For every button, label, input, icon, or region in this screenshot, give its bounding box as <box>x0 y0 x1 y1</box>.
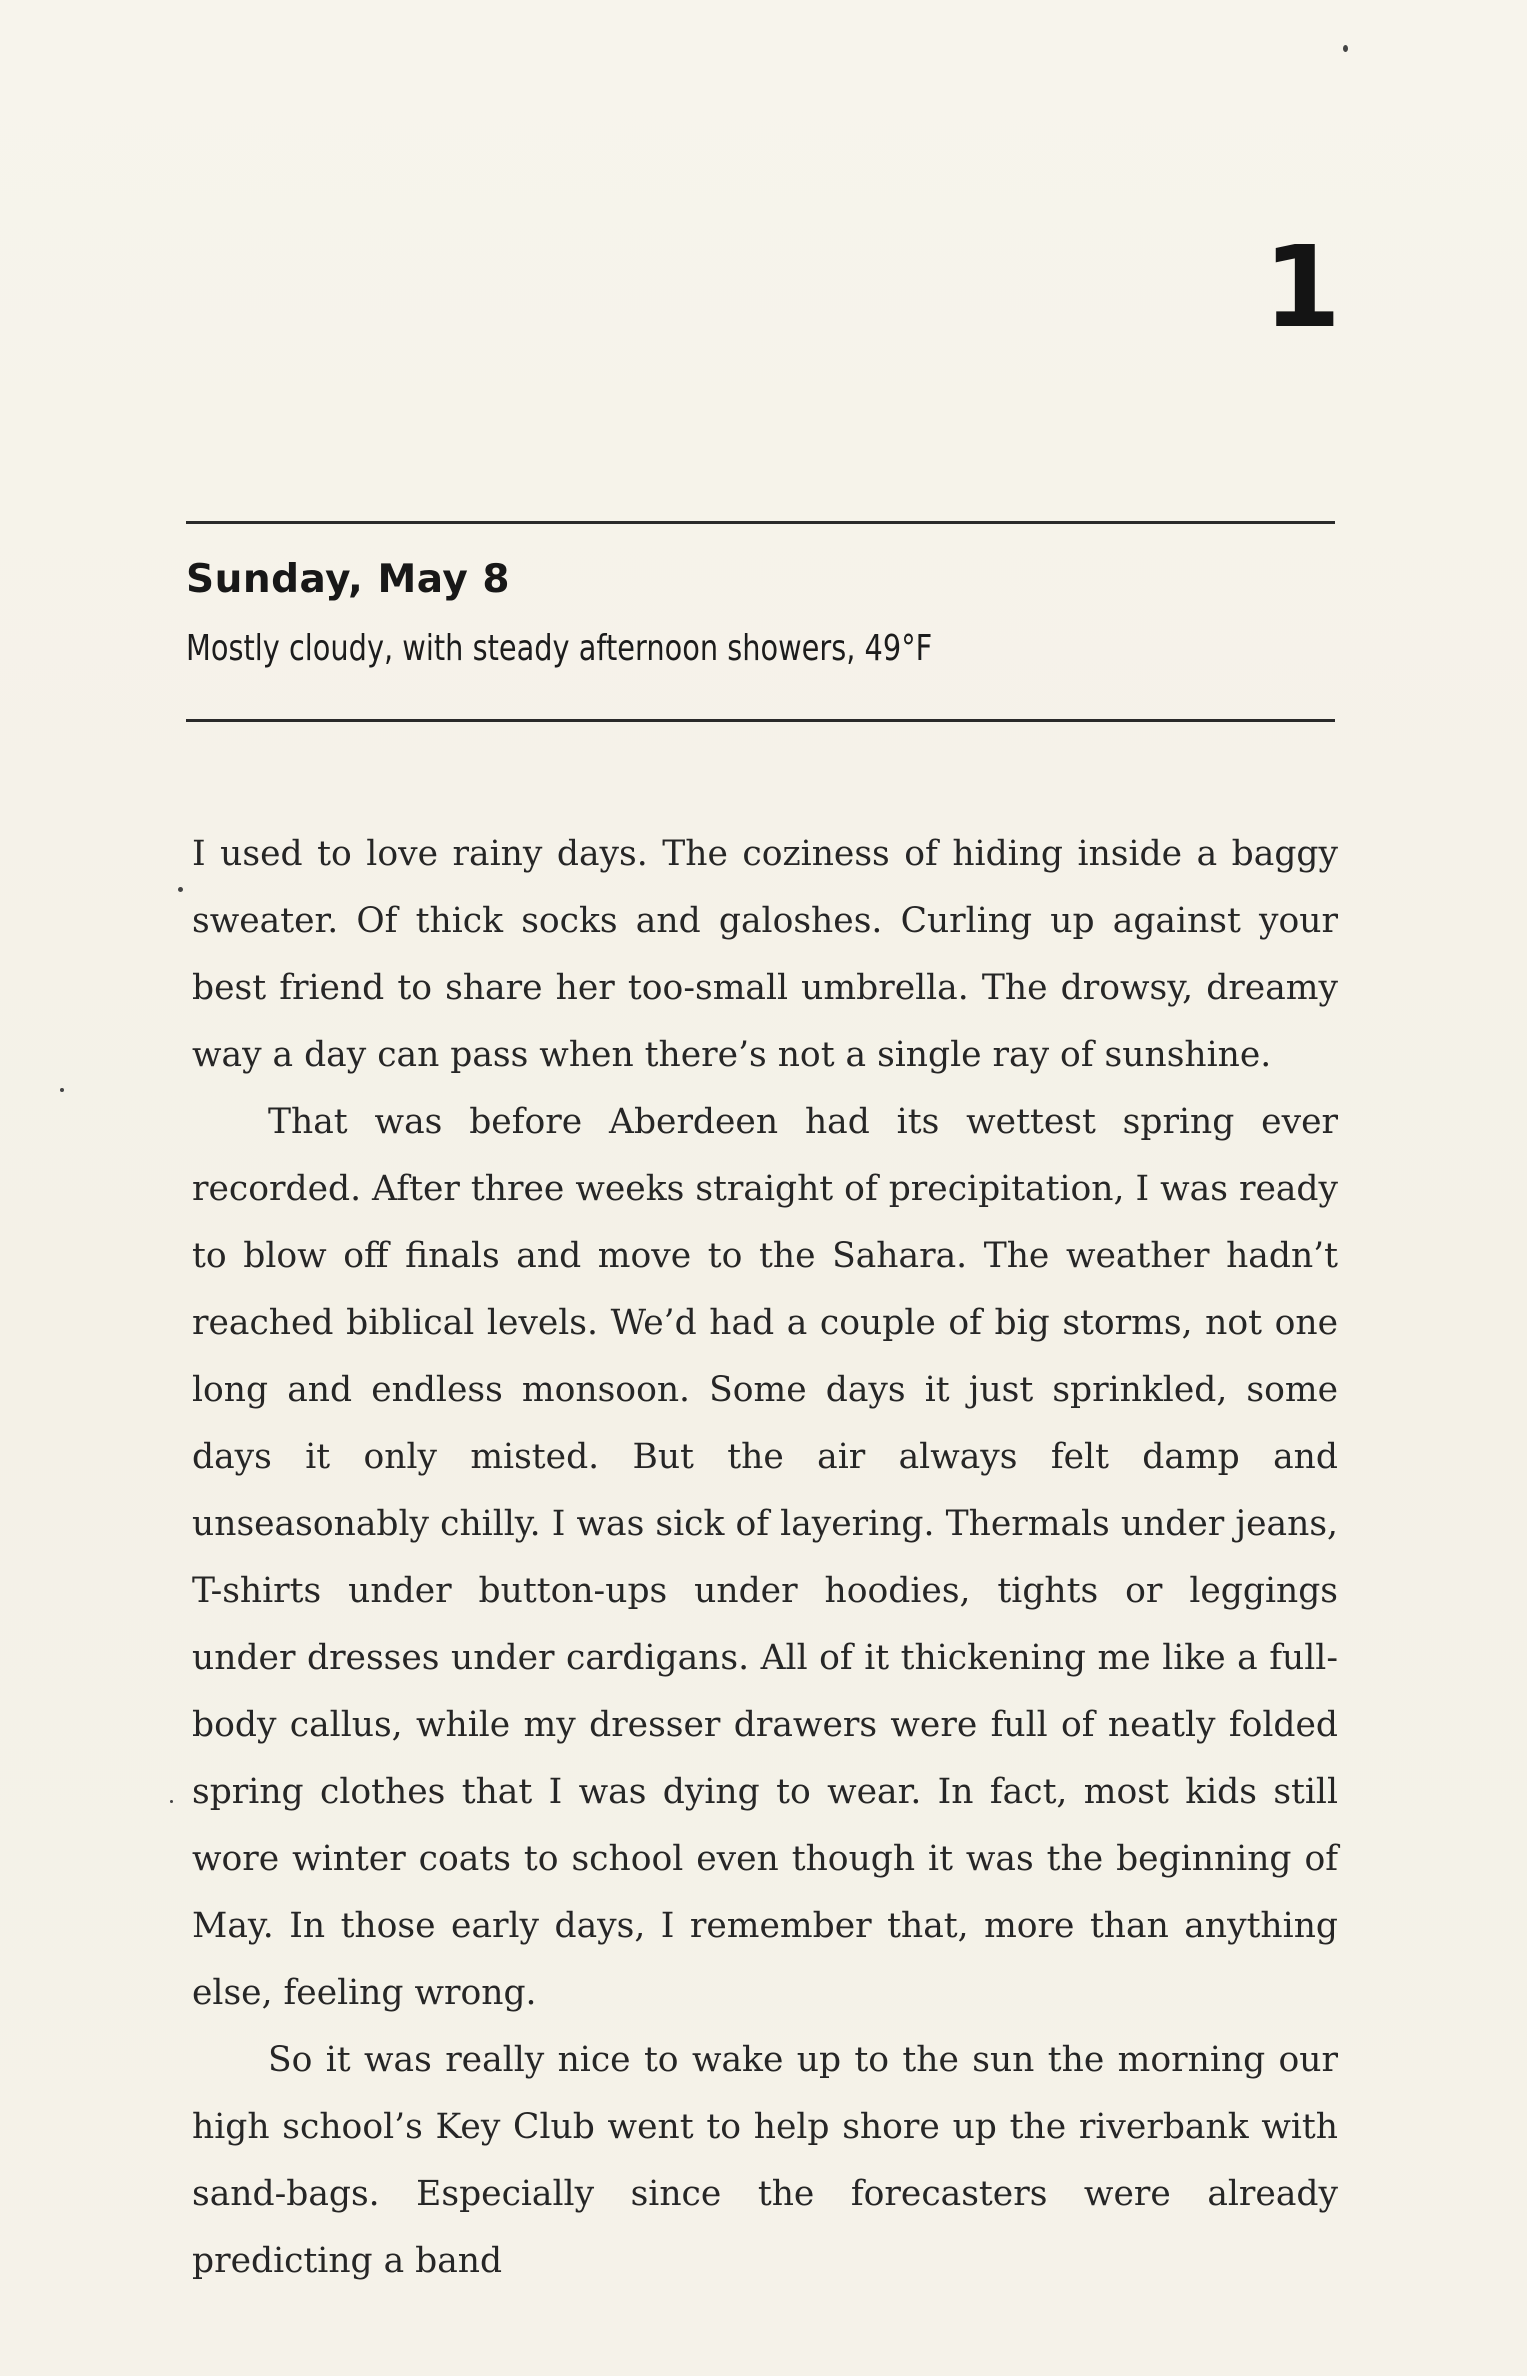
paragraph-2: That was before Aberdeen had its wettest spring ever recorded. After three weeks straight of precipitation, I was ready to blow off finals and move to the Sahara. The weather hadn’t reached biblical levels. We’d had a couple of big storms, not one long and endless monsoon. Some days it just sprinkled, some days it only misted. But the air always felt damp and unseasonably chilly. I was sick of layering. Thermals under jeans, T-shirts under button-ups under hoodies, tights or leggings under dresses under cardigans. All of it thickening me like a full-body callus, while my dresser drawers were full of neatly folded spring clothes that I was dying to wear. In fact, most kids still wore winter coats to school even though it was the beginning of May. In those early days, I remember that, more than anything else, feeling wrong. <box>192 1102 1338 2013</box>
entry-weather: Mostly cloudy, with steady afternoon showers, 49°F <box>186 628 933 669</box>
paragraph-1: I used to love rainy days. The coziness of hiding inside a baggy sweater. Of thick socks and galoshes. Curling up against your best friend to share her too-small umbrella. The drowsy, dreamy way a day can pass when there’s not a single ray of sunshine. <box>192 834 1338 1075</box>
paragraph-3: So it was really nice to wake up to the sun the morning our high school’s Key Club went to help shore up the riverbank with sand-bags. Especially since the forecasters were already predicting a band <box>192 2040 1338 2281</box>
print-speck <box>170 1800 173 1803</box>
header-rule-top <box>186 521 1335 524</box>
print-speck <box>178 887 183 892</box>
chapter-number: 1 <box>1263 223 1337 353</box>
print-speck <box>60 1088 64 1092</box>
entry-date: Sunday, May 8 <box>186 557 511 602</box>
body-text <box>192 821 1338 2295</box>
header-rule-bottom <box>186 719 1335 722</box>
print-speck <box>1343 45 1348 52</box>
